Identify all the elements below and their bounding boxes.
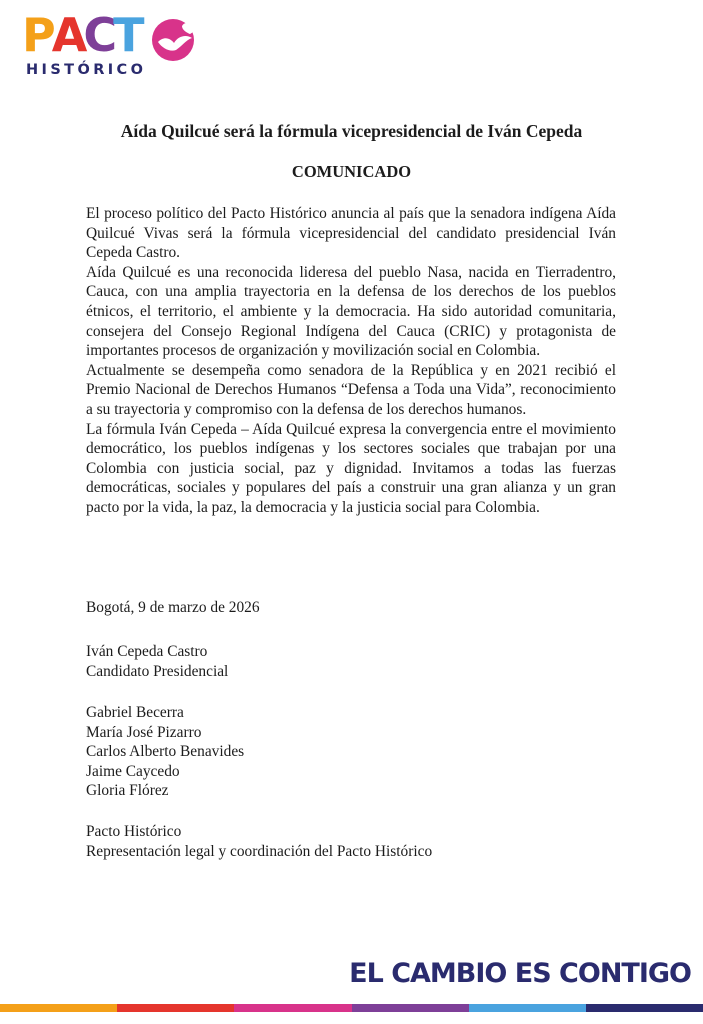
date-line xyxy=(86,598,606,618)
logo-letter: T xyxy=(113,8,141,62)
logo-subtitle: HISTÓRICO xyxy=(26,62,147,78)
stripe-segment xyxy=(469,1004,586,1012)
stripe-segment xyxy=(117,1004,234,1012)
stripe-segment xyxy=(586,1004,703,1012)
logo-letter: C xyxy=(83,8,114,62)
candidate-signature xyxy=(86,642,606,681)
pacto-historico-logo xyxy=(22,10,184,76)
logo-letter: A xyxy=(51,8,84,62)
body-paragraph: La fórmula Iván Cepeda – Aída Quilcué expresa la convergencia entre el movimiento democrático, los pueblos indígenas y los sectores sociales que trabajan por una Colombia con justicia social, paz y dignidad. Invitamos a todas las fuerzas democráticas, sociales y populares del país a construir una gran alianza y un gran pacto por la vida, la paz, la democracia y la justicia social para Colombia. xyxy=(86,420,616,516)
body-paragraph: Aída Quilcué es una reconocida lideresa del pueblo Nasa, nacida en Tierradentro, Cauca, con una amplia trayectoria en la defensa de los derechos de los pueblos étnicos, el territorio, el ambiente y la democracia. Ha sido autoridad comunitaria, consejera del Consejo Regional Indígena del Cauca (CRIC) y protagonista de importantes procesos de organización y movilización social en Colombia. xyxy=(86,263,616,360)
communique-body xyxy=(86,204,616,518)
stripe-segment xyxy=(234,1004,351,1012)
logo-letter: P xyxy=(22,8,52,62)
document-title: Aída Quilcué será la fórmula vicepresidencial de Iván Cepeda xyxy=(120,121,583,141)
document-subtitle: COMUNICADO xyxy=(291,162,412,181)
stripe-segment xyxy=(0,1004,117,1012)
organization-signature xyxy=(86,822,606,861)
footer-color-stripe xyxy=(0,1004,703,1024)
logo-wordmark xyxy=(22,8,141,62)
organization-role: Representación legal y coordinación del Pacto Histórico xyxy=(86,842,433,860)
signatory-name: Gloria Flórez xyxy=(86,782,169,800)
signatories-list xyxy=(86,703,606,801)
organization-name: Pacto Histórico xyxy=(86,823,182,840)
signatory-name: Carlos Alberto Benavides xyxy=(86,743,245,761)
dove-heart-icon xyxy=(146,16,200,62)
date-text: Bogotá, 9 de marzo de 2026 xyxy=(86,599,260,616)
campaign-slogan: EL CAMBIO ES CONTIGO xyxy=(349,958,691,989)
signatory-name: María José Pizarro xyxy=(86,723,202,741)
candidate-name: Iván Cepeda Castro xyxy=(86,643,208,660)
stripe-segment xyxy=(352,1004,469,1012)
signatory-name: Gabriel Becerra xyxy=(86,704,184,721)
candidate-role: Candidato Presidencial xyxy=(86,662,229,680)
body-paragraph: Actualmente se desempeña como senadora de la República y en 2021 recibió el Premio Nacional de Derechos Humanos “Defensa a Toda una Vida”, reconocimiento a su trayectoria y compromiso con la defensa de los derechos humanos. xyxy=(86,361,616,418)
body-paragraph: El proceso político del Pacto Histórico anuncia al país que la senadora indígena Aída Quilcué Vivas será la fórmula vicepresidencial del candidato presidencial Iván Cepeda Castro. xyxy=(86,205,616,262)
signatory-name: Jaime Caycedo xyxy=(86,762,180,780)
